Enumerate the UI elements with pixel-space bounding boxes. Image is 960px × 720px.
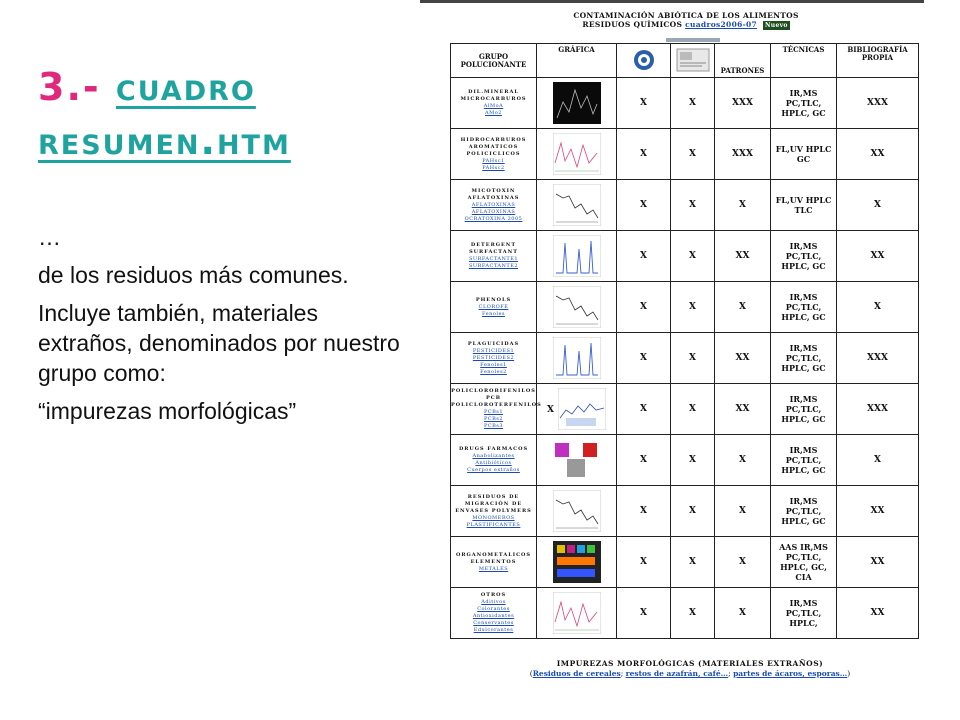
graph-thumbnail-icon[interactable] (553, 337, 601, 379)
tecnicas-cell: IR,MS PC,TLC, HPLC, GC (771, 486, 837, 537)
footer-heading: IMPUREZAS MORFOLÓGICAS (MATERIALES EXTRAÑOS) (556, 659, 824, 668)
group-name: ORGANOMETALICOS ELEMENTOS (455, 551, 532, 565)
graph-cell (537, 537, 617, 588)
mark-cell: X (671, 486, 715, 537)
group-link[interactable]: MONOMEROS (472, 514, 515, 521)
graph-thumbnail-icon[interactable] (553, 184, 601, 226)
group-link[interactable]: SURFACTANTE2 (468, 263, 519, 269)
patrones-cell: X (715, 435, 771, 486)
header-tecnicas: TÉCNICAS (771, 44, 837, 78)
group-link[interactable]: PESTICIDES1 (472, 347, 515, 354)
title-number: 3.- (38, 65, 101, 109)
mark-cell: X (671, 537, 715, 588)
graph-thumbnail-icon[interactable] (553, 490, 601, 532)
header-grupo: GRUPO POLUCIONANTE (451, 44, 537, 78)
document-thumbnail-icon (676, 48, 710, 72)
group-link[interactable]: PCBs1 (483, 409, 504, 415)
body-text (38, 222, 403, 434)
group-cell (451, 333, 537, 384)
mark-cell: X (617, 231, 671, 282)
mark-cell: X (617, 384, 671, 435)
tecnicas-cell: IR,MS PC,TLC, HPLC, GC (771, 435, 837, 486)
group-cell (451, 384, 542, 435)
group-name: HIDROCARBUROS AROMATICOS POLICICLICOS (460, 136, 527, 157)
patrones-cell: XX (715, 231, 771, 282)
summary-table (450, 43, 919, 639)
table-row (451, 435, 919, 486)
table-header-row (451, 44, 919, 78)
footer-link-cereales[interactable]: Residuos de cereales (532, 669, 621, 678)
table-row (451, 180, 919, 231)
group-cell (451, 129, 537, 180)
embedded-table-image (420, 0, 924, 720)
tecnicas-cell: IR,MS PC,TLC, HPLC, GC (771, 231, 837, 282)
patrones-cell: X (715, 180, 771, 231)
graph-thumbnail-icon[interactable] (558, 388, 606, 430)
mark-cell: X (671, 78, 715, 129)
group-link[interactable]: AMo2 (485, 110, 502, 116)
paragraph-1: de los residuos más comunes. (38, 262, 349, 288)
header-patrones: PATRONES (715, 44, 771, 78)
group-name: RESIDUOS DE MIGRACIÓN DE ENVASES POLYMERS (455, 493, 532, 514)
table-row (451, 333, 919, 384)
mark-cell: X (617, 537, 671, 588)
cuadros-link[interactable]: cuadros2006-07 (685, 20, 758, 29)
group-link[interactable]: SURFACTANTE1 (468, 256, 519, 262)
bibliografia-cell: XXX (837, 78, 919, 129)
group-name: PHENOLS (475, 296, 512, 303)
group-link[interactable]: Antioxidantes (472, 613, 515, 619)
group-name: PLAGUICIDAS (467, 340, 520, 347)
bibliografia-cell: XXX (837, 333, 919, 384)
bibliografia-cell: XX (837, 537, 919, 588)
table-row (451, 282, 919, 333)
group-link[interactable]: PAHsc2 (482, 164, 505, 171)
table-row (451, 486, 919, 537)
mark-cell: X (617, 486, 671, 537)
group-link[interactable]: Edulcorantes (473, 627, 514, 633)
group-link[interactable]: AFLATOXINAS (471, 201, 516, 208)
bibliografia-cell: XXX (837, 384, 919, 435)
group-cell (451, 588, 537, 639)
epa-logo-icon (633, 49, 655, 71)
group-link[interactable]: AlMoA (483, 103, 504, 109)
tecnicas-cell: IR,MS PC,TLC, HPLC, GC (771, 384, 837, 435)
header-epa-logo (617, 44, 671, 78)
graph-cell (537, 588, 617, 639)
graph-cell (537, 486, 617, 537)
group-name: DETERGENT SURFACTANT (469, 242, 518, 255)
table-title-line2-text: RESIDUOS QUÍMICOS (582, 20, 683, 29)
mark-cell: X (617, 282, 671, 333)
graph-thumbnail-icon[interactable] (553, 439, 601, 481)
tecnicas-cell: IR,MS PC,TLC, HPLC, GC (771, 333, 837, 384)
group-name: MICOTOXIN AFLATOXINAS (467, 187, 520, 201)
graph-thumbnail-icon[interactable] (553, 541, 601, 583)
group-link[interactable]: CLOROFE (478, 303, 509, 310)
graph-thumbnail-icon[interactable] (553, 286, 601, 328)
group-name: OTROS (480, 592, 507, 598)
mark-cell: X (671, 180, 715, 231)
patrones-cell: XXX (715, 129, 771, 180)
graph-cell (537, 384, 617, 435)
mark-cell: X (617, 129, 671, 180)
patrones-cell: X (715, 537, 771, 588)
mark-cell: X (617, 78, 671, 129)
group-link[interactable]: PLASTIFICANTES (466, 521, 521, 528)
table-row (451, 231, 919, 282)
group-link[interactable]: PAHsc1 (482, 157, 505, 164)
table-row (451, 537, 919, 588)
tecnicas-cell: FL,UV HPLC GC (771, 129, 837, 180)
mark-cell: X (671, 231, 715, 282)
nuevo-badge: Nuevo (765, 22, 788, 29)
group-cell (451, 282, 537, 333)
footer-link-acaros[interactable]: partes de ácaros, esporas… (733, 669, 848, 678)
group-cell (451, 435, 537, 486)
epa-banner (666, 38, 720, 42)
patrones-cell: X (715, 486, 771, 537)
table-row (451, 78, 919, 129)
graph-cell (537, 180, 617, 231)
paragraph-2: Incluye también, materiales extraños, denominados por nuestro grupo como: (38, 300, 400, 386)
group-link[interactable]: AFLATOXINAS (471, 208, 516, 215)
table-title-line2 (450, 20, 922, 30)
patrones-cell: X (715, 282, 771, 333)
group-link[interactable]: Fenoles2 (480, 368, 507, 375)
mark-cell: X (617, 333, 671, 384)
graph-cell (537, 78, 617, 129)
bibliografia-cell: X (837, 435, 919, 486)
bibliografia-cell: XX (837, 129, 919, 180)
paragraph-3: “impurezas morfológicas” (38, 398, 297, 424)
group-name: POLICLOROBIFENILOS PCB POLICLOROTERFENILOS (451, 388, 542, 408)
group-link[interactable]: Aditivos (481, 599, 506, 605)
table-row (451, 129, 919, 180)
group-link[interactable]: Antibióticos (475, 460, 512, 466)
tecnicas-cell: IR,MS PC,TLC, HPLC, GC (771, 78, 837, 129)
header-doc-thumb (671, 44, 715, 78)
group-link[interactable]: PESTICIDES2 (472, 354, 515, 361)
mark-cell: X (617, 588, 671, 639)
group-link[interactable]: Conservantes (473, 620, 514, 626)
table-row (451, 588, 919, 639)
group-cell (451, 231, 537, 282)
group-cell (451, 537, 537, 588)
mark-cell: X (617, 180, 671, 231)
tecnicas-cell: IR,MS PC,TLC, HPLC, (771, 588, 837, 639)
mark-cell: X (671, 435, 715, 486)
mark-cell: X (671, 333, 715, 384)
tecnicas-cell: AAS IR,MS PC,TLC, HPLC, GC, CIA (771, 537, 837, 588)
graph-thumbnail-icon[interactable] (553, 82, 601, 124)
group-cell (451, 486, 537, 537)
slide-title (38, 60, 368, 168)
group-name: DIL.MINERAL MICROCARBUROS (460, 89, 527, 102)
group-link[interactable]: Fenoles (481, 310, 505, 317)
group-cell (451, 78, 537, 129)
group-link[interactable]: Fenoles1 (480, 361, 507, 368)
patrones-cell: XX (715, 333, 771, 384)
graph-cell (537, 435, 617, 486)
group-link[interactable]: Colorantes (477, 606, 510, 612)
header-grafica: GRÁFICA (537, 44, 617, 78)
bibliografia-cell: X (837, 180, 919, 231)
group-cell (451, 180, 537, 231)
mark-cell: X (617, 435, 671, 486)
group-link[interactable]: Anabolizantes (472, 453, 515, 459)
graph-thumbnail-icon[interactable] (553, 592, 601, 634)
patrones-cell: X (715, 588, 771, 639)
title-link[interactable]: cuadro resumen.htm (38, 65, 291, 163)
graph-cell (537, 231, 617, 282)
group-link[interactable]: PCBs2 (483, 416, 504, 422)
footer-links: (Residuos de cereales; restos de azafrán, café…; partes de ácaros, esporas…) (529, 669, 851, 678)
tecnicas-cell: IR,MS PC,TLC, HPLC, GC (771, 282, 837, 333)
mark-cell: X (671, 129, 715, 180)
group-link[interactable]: OCRATOXINA 2005 (464, 215, 523, 222)
group-link[interactable]: PCBs3 (483, 423, 504, 429)
bibliografia-cell: XX (837, 486, 919, 537)
table-row (451, 384, 919, 435)
bibliografia-cell: XX (837, 588, 919, 639)
group-link[interactable]: Cuerpos extraños (467, 467, 520, 473)
bibliografia-cell: XX (837, 231, 919, 282)
tecnicas-cell: FL,UV HPLC TLC (771, 180, 837, 231)
patrones-cell: XXX (715, 78, 771, 129)
header-bibliografia: BIBLIOGRAFÍA PROPIA (837, 44, 919, 78)
graph-thumbnail-icon[interactable] (553, 133, 601, 175)
graph-cell (537, 129, 617, 180)
graph-cell (537, 282, 617, 333)
ellipsis-text: … (38, 224, 61, 250)
graph-mark: X (547, 404, 554, 415)
table-title (450, 11, 922, 30)
group-link[interactable]: METALES (478, 565, 509, 572)
graph-cell (537, 333, 617, 384)
table-footer (480, 659, 900, 679)
patrones-cell: XX (715, 384, 771, 435)
table-panel (450, 11, 922, 633)
table-title-line1: CONTAMINACIÓN ABIÓTICA DE LOS ALIMENTOS (573, 11, 799, 20)
group-name: DRUGS FARMACOS (458, 446, 529, 452)
footer-link-azafran[interactable]: restos de azafrán, café… (625, 669, 729, 678)
mark-cell: X (671, 282, 715, 333)
graph-thumbnail-icon[interactable] (553, 235, 601, 277)
mark-cell: X (671, 384, 715, 435)
mark-cell: X (671, 588, 715, 639)
bibliografia-cell: X (837, 282, 919, 333)
